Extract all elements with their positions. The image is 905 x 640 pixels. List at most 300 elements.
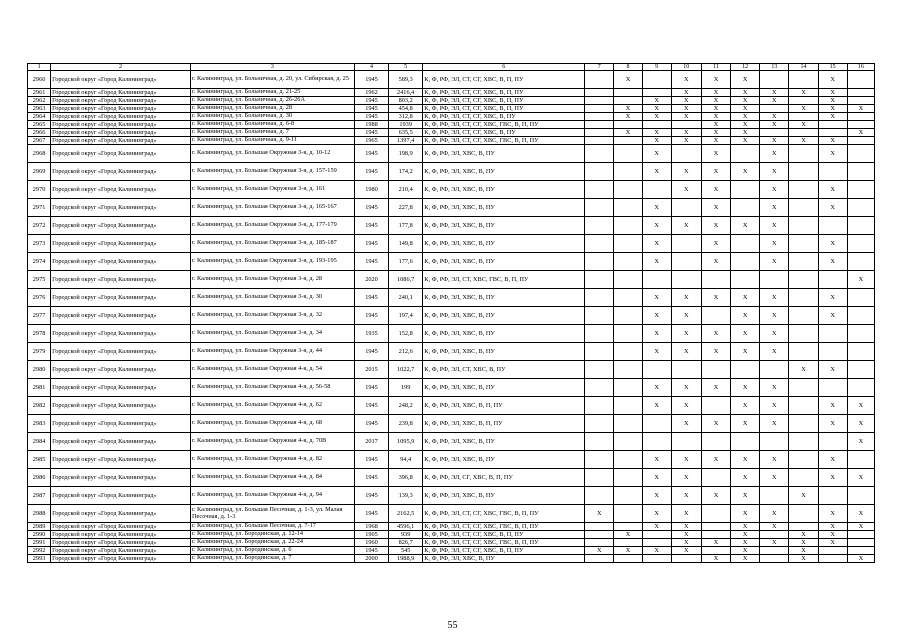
mark-cell: Х (847, 555, 874, 563)
mark-cell (671, 433, 701, 451)
municipality-cell: Городской округ «Город Калининград» (51, 129, 191, 137)
mark-cell: Х (818, 105, 847, 113)
mark-cell (585, 523, 614, 531)
area-cell: 2162,5 (389, 505, 423, 523)
row-number-cell: 2966 (28, 129, 51, 137)
mark-cell: Х (642, 163, 671, 181)
mark-cell (585, 451, 614, 469)
municipality-cell: Городской округ «Город Калининград» (51, 289, 191, 307)
municipality-cell: Городской округ «Город Калининград» (51, 163, 191, 181)
address-cell: г. Калининград, ул. Больничная, д. 6-8 (190, 121, 354, 129)
mark-cell: Х (642, 113, 671, 121)
area-cell: 545 (389, 547, 423, 555)
mark-cell (847, 539, 874, 547)
mark-cell: Х (789, 105, 818, 113)
mark-cell: Х (731, 307, 760, 325)
municipality-cell: Городской округ «Город Калининград» (51, 415, 191, 433)
mark-cell: Х (701, 105, 730, 113)
mark-cell: Х (760, 253, 789, 271)
mark-cell: Х (701, 199, 730, 217)
row-number-cell: 2989 (28, 523, 51, 531)
municipality-cell: Городской округ «Город Калининград» (51, 487, 191, 505)
mark-cell: Х (731, 397, 760, 415)
mark-cell (731, 433, 760, 451)
mark-cell (585, 379, 614, 397)
mark-cell: Х (701, 163, 730, 181)
row-number-cell: 2993 (28, 555, 51, 563)
address-cell: г. Калининград, ул. Больничная, д. 20, ул. Сибирская, д. 25 (190, 71, 354, 89)
mark-cell: Х (642, 145, 671, 163)
elements-cell: К, Ф, РФ, ЭЛ, СТ, СГ, ХВС, В, П, ПУ (423, 97, 585, 105)
mark-cell: Х (847, 505, 874, 523)
municipality-cell: Городской округ «Город Калининград» (51, 343, 191, 361)
mark-cell: Х (642, 379, 671, 397)
mark-cell: Х (818, 181, 847, 199)
area-cell: 1086,7 (389, 271, 423, 289)
mark-cell: Х (701, 415, 730, 433)
mark-cell: Х (731, 217, 760, 235)
elements-cell: К, Ф, РФ, ЭЛ, ХВС, В, ПУ (423, 289, 585, 307)
mark-cell (847, 199, 874, 217)
row-number-cell: 2967 (28, 137, 51, 145)
mark-cell (847, 181, 874, 199)
mark-cell (614, 121, 642, 129)
mark-cell (642, 433, 671, 451)
mark-cell: Х (731, 97, 760, 105)
mark-cell: Х (760, 137, 789, 145)
column-number: 16 (847, 64, 874, 71)
table-row (28, 163, 875, 181)
address-cell: г. Калининград, ул. Большая Окружная 4-я, д. 70В (190, 433, 354, 451)
mark-cell (818, 547, 847, 555)
row-number-cell: 2960 (28, 71, 51, 89)
mark-cell: Х (614, 113, 642, 121)
mark-cell (760, 555, 789, 563)
mark-cell (847, 235, 874, 253)
mark-cell: Х (671, 379, 701, 397)
mark-cell: Х (671, 181, 701, 199)
mark-cell (789, 505, 818, 523)
elements-cell: К, Ф, РФ, ЭЛ, СТ, СГ, ХВС, В, П, ПУ (423, 531, 585, 539)
mark-cell: Х (701, 555, 730, 563)
data-table (27, 63, 875, 563)
column-number: 4 (354, 64, 388, 71)
mark-cell (760, 433, 789, 451)
column-number: 7 (585, 64, 614, 71)
row-number-cell: 2982 (28, 397, 51, 415)
address-cell: г. Калининград, ул. Большая Окружная 3-я, д. 44 (190, 343, 354, 361)
mark-cell (818, 433, 847, 451)
mark-cell (642, 271, 671, 289)
mark-cell (818, 129, 847, 137)
row-number-cell: 2990 (28, 531, 51, 539)
mark-cell: Х (760, 325, 789, 343)
mark-cell (614, 379, 642, 397)
mark-cell: Х (701, 289, 730, 307)
mark-cell (614, 137, 642, 145)
mark-cell (701, 397, 730, 415)
area-cell: 212,6 (389, 343, 423, 361)
area-cell: 2416,4 (389, 89, 423, 97)
mark-cell: Х (818, 469, 847, 487)
area-cell: 240,1 (389, 289, 423, 307)
row-number-cell: 2969 (28, 163, 51, 181)
row-number-cell: 2991 (28, 539, 51, 547)
mark-cell (789, 523, 818, 531)
municipality-cell: Городской округ «Город Калининград» (51, 523, 191, 531)
mark-cell: Х (731, 415, 760, 433)
mark-cell: Х (847, 271, 874, 289)
mark-cell: Х (847, 397, 874, 415)
municipality-cell: Городской округ «Город Калининград» (51, 555, 191, 563)
mark-cell (585, 105, 614, 113)
column-number: 3 (190, 64, 354, 71)
mark-cell: Х (818, 307, 847, 325)
table-row (28, 235, 875, 253)
year-cell: 1945 (354, 469, 388, 487)
municipality-cell: Городской округ «Город Калининград» (51, 451, 191, 469)
mark-cell: Х (701, 181, 730, 199)
table-row (28, 325, 875, 343)
area-cell: 1939 (389, 121, 423, 129)
mark-cell: Х (760, 163, 789, 181)
mark-cell: Х (818, 397, 847, 415)
mark-cell: Х (760, 235, 789, 253)
area-cell: 1988,9 (389, 555, 423, 563)
mark-cell (789, 145, 818, 163)
area-cell: 94,4 (389, 451, 423, 469)
address-cell: г. Калининград, ул. Больничная, д. 28 (190, 105, 354, 113)
mark-cell (585, 137, 614, 145)
mark-cell: Х (701, 487, 730, 505)
mark-cell (614, 397, 642, 415)
mark-cell: Х (671, 71, 701, 89)
municipality-cell: Городской округ «Город Калининград» (51, 113, 191, 121)
mark-cell (614, 181, 642, 199)
municipality-cell: Городской округ «Город Калининград» (51, 121, 191, 129)
table-row (28, 199, 875, 217)
mark-cell: Х (847, 433, 874, 451)
row-number-cell: 2979 (28, 343, 51, 361)
municipality-cell: Городской округ «Город Калининград» (51, 433, 191, 451)
mark-cell (789, 325, 818, 343)
mark-cell: Х (760, 217, 789, 235)
mark-cell (585, 113, 614, 121)
mark-cell: Х (642, 343, 671, 361)
municipality-cell: Городской округ «Город Калининград» (51, 235, 191, 253)
elements-cell: К, Ф, РФ, ЭЛ, СТ, СГ, ХВС, В, П, ПУ (423, 71, 585, 89)
mark-cell (847, 547, 874, 555)
mark-cell (789, 113, 818, 121)
mark-cell: Х (789, 555, 818, 563)
municipality-cell: Городской округ «Город Калининград» (51, 253, 191, 271)
mark-cell (847, 217, 874, 235)
mark-cell (760, 531, 789, 539)
elements-cell: К, Ф, РФ, ЭЛ, ХВС, В, П, ПУ (423, 415, 585, 433)
column-number: 6 (423, 64, 585, 71)
mark-cell: Х (642, 451, 671, 469)
year-cell: 1945 (354, 289, 388, 307)
municipality-cell: Городской округ «Город Калининград» (51, 307, 191, 325)
mark-cell: Х (818, 199, 847, 217)
mark-cell (760, 71, 789, 89)
mark-cell: Х (671, 523, 701, 531)
table-row (28, 361, 875, 379)
table-row (28, 555, 875, 563)
page-number: 55 (447, 620, 458, 631)
mark-cell (585, 469, 614, 487)
mark-cell: Х (789, 89, 818, 97)
area-cell: 589,3 (389, 71, 423, 89)
year-cell: 1945 (354, 253, 388, 271)
table-row (28, 71, 875, 89)
mark-cell (789, 181, 818, 199)
mark-cell: Х (701, 71, 730, 89)
municipality-cell: Городской округ «Город Калининград» (51, 199, 191, 217)
mark-cell (614, 523, 642, 531)
mark-cell (585, 415, 614, 433)
table-row (28, 307, 875, 325)
mark-cell (818, 379, 847, 397)
mark-cell: Х (671, 307, 701, 325)
mark-cell (614, 235, 642, 253)
mark-cell: Х (818, 253, 847, 271)
address-cell: г. Калининград, ул. Большая Окружная 3-я, д. 193-195 (190, 253, 354, 271)
mark-cell (731, 253, 760, 271)
mark-cell (642, 555, 671, 563)
mark-cell (847, 163, 874, 181)
area-cell: 227,8 (389, 199, 423, 217)
mark-cell: Х (701, 343, 730, 361)
mark-cell (789, 469, 818, 487)
mark-cell (701, 361, 730, 379)
mark-cell: Х (731, 163, 760, 181)
mark-cell (760, 361, 789, 379)
mark-cell (847, 451, 874, 469)
area-cell: 635,5 (389, 129, 423, 137)
mark-cell (585, 129, 614, 137)
mark-cell (731, 235, 760, 253)
mark-cell: Х (760, 343, 789, 361)
year-cell: 1965 (354, 137, 388, 145)
mark-cell (701, 469, 730, 487)
mark-cell (585, 433, 614, 451)
elements-cell: К, Ф, РФ, ЭЛ, ХВС, В, ПУ (423, 325, 585, 343)
table-row (28, 121, 875, 129)
year-cell: 2017 (354, 433, 388, 451)
mark-cell: Х (671, 539, 701, 547)
mark-cell (731, 361, 760, 379)
mark-cell (701, 271, 730, 289)
municipality-cell: Городской округ «Город Калининград» (51, 547, 191, 555)
row-number-cell: 2970 (28, 181, 51, 199)
mark-cell: Х (760, 307, 789, 325)
mark-cell: Х (642, 129, 671, 137)
mark-cell (701, 531, 730, 539)
municipality-cell: Городской округ «Город Калининград» (51, 97, 191, 105)
mark-cell (818, 555, 847, 563)
area-cell: 149,8 (389, 235, 423, 253)
address-cell: г. Калининград, ул. Больничная, д. 7 (190, 129, 354, 137)
mark-cell: Х (847, 469, 874, 487)
mark-cell (847, 97, 874, 105)
mark-cell (614, 325, 642, 343)
elements-cell: К, Ф, РФ, ЭЛ, ХВС, В, ПУ (423, 343, 585, 361)
table-row (28, 523, 875, 531)
mark-cell: Х (818, 539, 847, 547)
mark-cell (614, 451, 642, 469)
mark-cell (789, 379, 818, 397)
mark-cell (731, 271, 760, 289)
mark-cell: Х (701, 137, 730, 145)
column-number: 11 (701, 64, 730, 71)
table-row (28, 271, 875, 289)
year-cell: 1945 (354, 163, 388, 181)
elements-cell: К, Ф, РФ, ЭЛ, СТ, ХВС, В, ПУ (423, 361, 585, 379)
mark-cell: Х (671, 289, 701, 307)
mark-cell: Х (701, 217, 730, 235)
mark-cell: Х (818, 451, 847, 469)
mark-cell (731, 145, 760, 163)
mark-cell: Х (701, 235, 730, 253)
mark-cell: Х (671, 325, 701, 343)
elements-cell: К, Ф, РФ, ЭЛ, ХВС, В, ПУ (423, 235, 585, 253)
mark-cell (671, 235, 701, 253)
elements-cell: К, Ф, РФ, ЭЛ, СТ, СГ, ХВС, ГВС, В, П, ПУ (423, 121, 585, 129)
mark-cell: Х (731, 487, 760, 505)
area-cell: 312,8 (389, 113, 423, 121)
row-number-cell: 2972 (28, 217, 51, 235)
year-cell: 1945 (354, 199, 388, 217)
mark-cell (671, 121, 701, 129)
address-cell: г. Калининград, ул. Бородинская, д. 12-14 (190, 531, 354, 539)
year-cell: 1945 (354, 547, 388, 555)
elements-cell: К, Ф, РФ, ЭЛ, ХВС, В, ПУ (423, 451, 585, 469)
row-number-cell: 2978 (28, 325, 51, 343)
elements-cell: К, Ф, РФ, ЭЛ, ХВС, В, ПУ (423, 217, 585, 235)
year-cell: 1988 (354, 121, 388, 129)
address-cell: г. Калининград, ул. Большая Окружная 3-я, д. 177-179 (190, 217, 354, 235)
mark-cell: Х (760, 121, 789, 129)
mark-cell: Х (671, 89, 701, 97)
mark-cell: Х (642, 217, 671, 235)
address-cell: г. Калининград, ул. Большая Окружная 3-я, д. 30 (190, 289, 354, 307)
mark-cell (671, 145, 701, 163)
mark-cell: Х (614, 531, 642, 539)
mark-cell (789, 97, 818, 105)
mark-cell: Х (731, 89, 760, 97)
table-row (28, 433, 875, 451)
elements-cell: К, Ф, РФ, ЭЛ, ХВС, В, ПУ (423, 487, 585, 505)
mark-cell: Х (847, 523, 874, 531)
municipality-cell: Городской округ «Город Калининград» (51, 379, 191, 397)
elements-cell: К, Ф, РФ, ЭЛ, ХВС, В, ПУ (423, 181, 585, 199)
mark-cell: Х (760, 415, 789, 433)
municipality-cell: Городской округ «Город Калининград» (51, 539, 191, 547)
mark-cell: Х (760, 89, 789, 97)
table-row (28, 253, 875, 271)
mark-cell: Х (642, 469, 671, 487)
mark-cell: Х (642, 199, 671, 217)
mark-cell (585, 325, 614, 343)
mark-cell: Х (642, 253, 671, 271)
mark-cell (701, 547, 730, 555)
year-cell: 1945 (354, 379, 388, 397)
mark-cell (818, 163, 847, 181)
mark-cell: Х (671, 217, 701, 235)
mark-cell (847, 307, 874, 325)
mark-cell (847, 137, 874, 145)
mark-cell: Х (760, 199, 789, 217)
year-cell: 1945 (354, 145, 388, 163)
area-cell: 396,8 (389, 469, 423, 487)
address-cell: г. Калининград, ул. Большая Окружная 4-я, д. 56-58 (190, 379, 354, 397)
mark-cell: Х (731, 137, 760, 145)
mark-cell: Х (671, 505, 701, 523)
mark-cell (731, 199, 760, 217)
year-cell: 1960 (354, 539, 388, 547)
year-cell: 1962 (354, 89, 388, 97)
year-cell: 1945 (354, 487, 388, 505)
mark-cell: Х (585, 505, 614, 523)
year-cell: 1945 (354, 113, 388, 121)
year-cell: 1935 (354, 325, 388, 343)
elements-cell: К, Ф, РФ, ЭЛ, СТ, СГ, ХВС, ГВС, В, П, ПУ (423, 505, 585, 523)
mark-cell: Х (701, 451, 730, 469)
address-cell: г. Калининград, ул. Больничная, д. 21-25 (190, 89, 354, 97)
mark-cell (642, 89, 671, 97)
row-number-cell: 2988 (28, 505, 51, 523)
mark-cell: Х (731, 531, 760, 539)
table-row (28, 397, 875, 415)
address-cell: г. Калининград, ул. Бородинская, д. 6 (190, 547, 354, 555)
municipality-cell: Городской округ «Город Калининград» (51, 137, 191, 145)
year-cell: 1945 (354, 129, 388, 137)
column-number: 13 (760, 64, 789, 71)
mark-cell: Х (789, 531, 818, 539)
area-cell: 139,3 (389, 487, 423, 505)
mark-cell: Х (789, 547, 818, 555)
area-cell: 939 (389, 531, 423, 539)
municipality-cell: Городской округ «Город Калининград» (51, 361, 191, 379)
mark-cell (642, 71, 671, 89)
mark-cell (847, 379, 874, 397)
mark-cell (789, 253, 818, 271)
mark-cell (847, 253, 874, 271)
address-cell: г. Калининград, ул. Большая Окружная 3-я, д. 185-187 (190, 235, 354, 253)
mark-cell: Х (731, 451, 760, 469)
mark-cell: Х (701, 97, 730, 105)
table-row (28, 469, 875, 487)
mark-cell: Х (614, 547, 642, 555)
mark-cell (614, 505, 642, 523)
mark-cell (818, 487, 847, 505)
row-number-cell: 2975 (28, 271, 51, 289)
mark-cell (671, 199, 701, 217)
row-number-cell: 2984 (28, 433, 51, 451)
mark-cell (614, 469, 642, 487)
mark-cell (847, 343, 874, 361)
elements-cell: К, Ф, РФ, ЭЛ, СТ, СГ, ХВС, ГВС, В, П, ПУ (423, 523, 585, 531)
address-cell: г. Калининград, ул. Большая Песочная, д. 7-17 (190, 523, 354, 531)
mark-cell (847, 145, 874, 163)
mark-cell (789, 163, 818, 181)
municipality-cell: Городской округ «Город Калининград» (51, 531, 191, 539)
mark-cell (731, 181, 760, 199)
mark-cell: Х (789, 137, 818, 145)
mark-cell (614, 163, 642, 181)
row-number-cell: 2977 (28, 307, 51, 325)
